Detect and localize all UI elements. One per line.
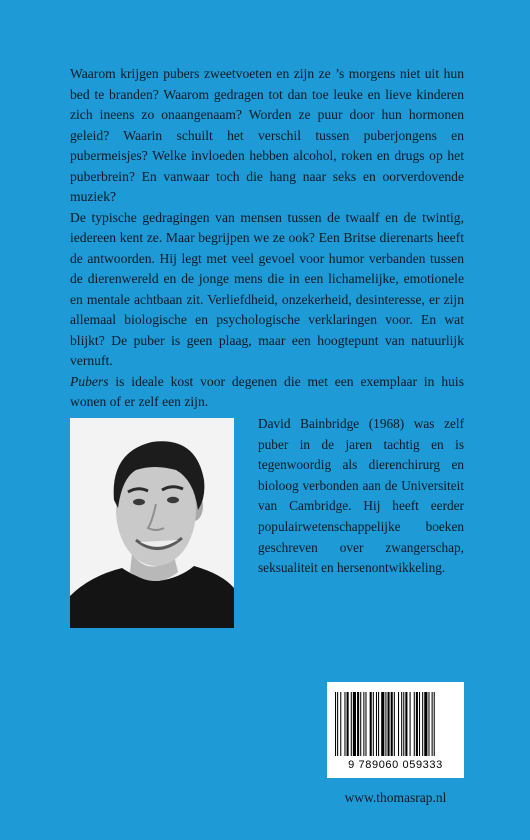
barcode-bar	[340, 692, 341, 756]
blurb-paragraph-3-text: is ideale kost voor degenen die met een exemplaar in huis wonen of er zelf een zijn.	[70, 373, 464, 409]
barcode-bar	[414, 692, 415, 756]
back-cover-blurb	[70, 64, 464, 413]
barcode-bar	[335, 692, 336, 756]
barcode-bar	[376, 692, 377, 756]
barcode-bar	[394, 692, 395, 756]
barcode-bar	[391, 692, 393, 756]
barcode-bar	[432, 692, 433, 756]
blurb-paragraph-2: De typische gedragingen van mensen tussen de twaalf en de twintig, iedereen kent ze. Maar begrijpen we ze ook? Een Britse dierenarts heeft de antwoorden. Hij legt met veel gevoel voor humor verbanden tussen de dierenwereld en de jonge mens die in een lichamelijke, emotionele en mentale achtbaan zit. Verliefdheid, onzekerheid, desinteresse, er zijn allemaal biologische en psychologische verklaringen voor. En wat blijkt? De puber is geen plaag, maar een hoogtepunt van natuurlijk vernuft.	[70, 209, 464, 368]
isbn-barcode	[327, 682, 464, 778]
barcode-bar	[381, 692, 384, 756]
barcode-bar	[398, 692, 399, 756]
book-title-italic: Pubers	[70, 373, 109, 389]
blurb-paragraph-3	[70, 372, 464, 413]
barcode-bar	[401, 692, 402, 756]
author-photo	[70, 418, 234, 628]
barcode-bars	[335, 692, 456, 756]
barcode-bar	[353, 692, 356, 756]
author-bio	[258, 414, 464, 579]
publisher-website: www.thomasrap.nl	[344, 790, 447, 805]
barcode-bar	[360, 692, 361, 756]
blurb-paragraph-1: Waarom krijgen pubers zweetvoeten en zijn ze ’s morgens niet uit hun bed te branden? Waarom gedragen tot dan toe leuke en lieve kinderen zich ineens zo onaangenaam? Worden ze puur door hun hormonen geleid? Waarin schuilt het verschil tussen puberjongens en pubermeisjes? Welke invloeden hebben alcohol, roken en drugs op het puberbrein? En vanwaar toch die hang naar seks en oorverdovende muziek?	[70, 66, 464, 204]
barcode-bar	[419, 692, 420, 756]
barcode-bar	[388, 692, 390, 756]
barcode-bar	[422, 692, 423, 756]
barcode-bar	[365, 692, 366, 756]
barcode-bar	[347, 692, 349, 756]
barcode-bar	[370, 692, 372, 756]
barcode-bar	[424, 692, 427, 756]
barcode-bar	[351, 692, 352, 756]
barcode-bar	[363, 692, 364, 756]
barcode-bar	[416, 692, 418, 756]
barcode-bar	[378, 692, 379, 756]
barcode-bar	[373, 692, 374, 756]
author-bio-text: David Bainbridge (1968) was zelf puber in de jaren tachtig en is tegenwoordig als dierenchirurg en bioloog verbonden aan de Universiteit van Cambridge. Hij heeft eerder populairwetenschappelijke boeken geschreven over zwangerschap, seksualiteit en hersenontwikkeling.	[258, 416, 464, 576]
barcode-bar	[434, 692, 435, 756]
barcode-bar	[410, 692, 411, 756]
barcode-bar	[337, 692, 338, 756]
barcode-bar	[403, 692, 404, 756]
barcode-bar	[344, 692, 345, 756]
barcode-bar	[405, 692, 407, 756]
barcode-bar	[385, 692, 386, 756]
barcode-bar	[428, 692, 429, 756]
isbn-number: 9 789060 059333	[348, 759, 443, 771]
barcode-bar	[357, 692, 359, 756]
